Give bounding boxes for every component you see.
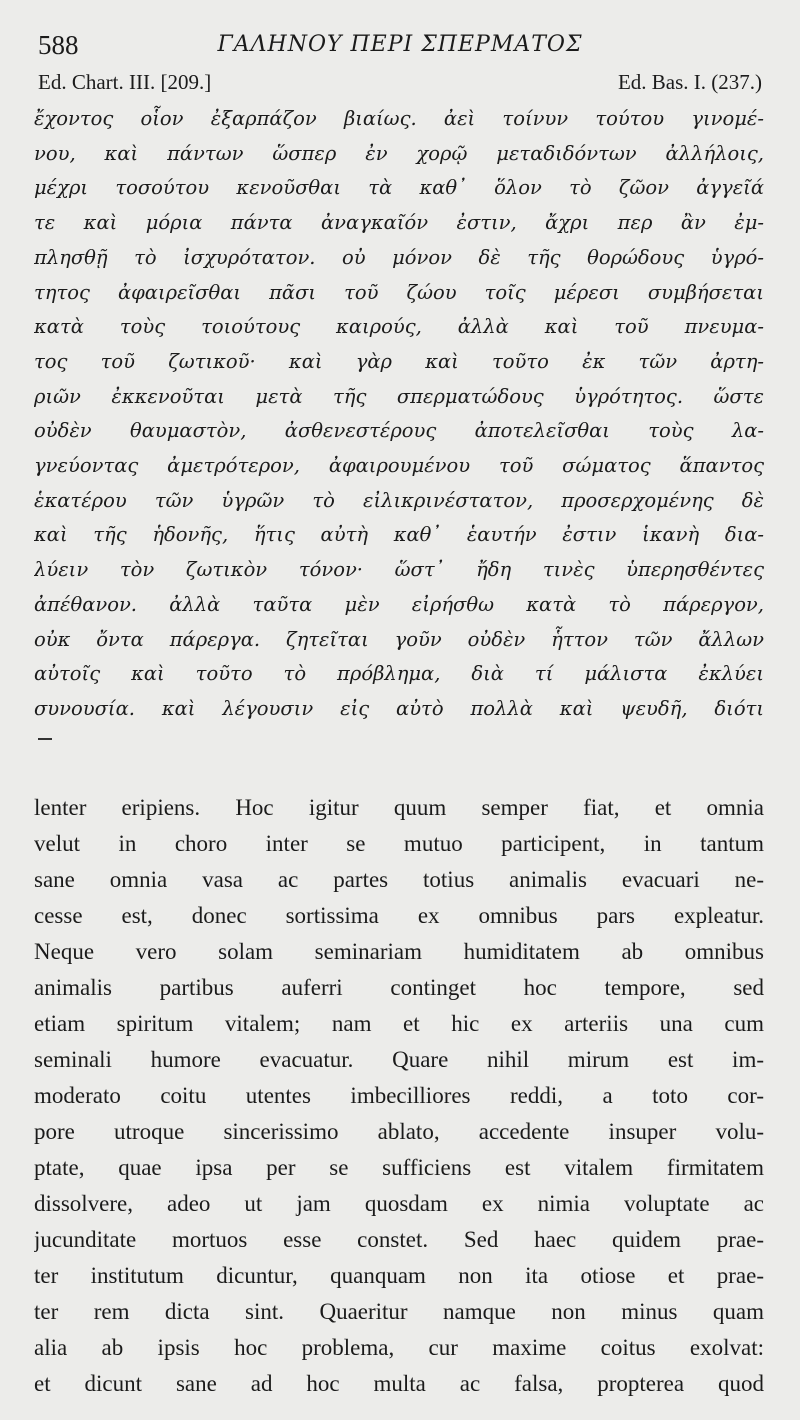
running-head — [38, 22, 762, 64]
latin-text-line: animalis partibus auferri continget hoc tempore, sed — [34, 975, 764, 1000]
greek-text-line: νου, καὶ πάντων ὥσπερ ἐν χορῷ μεταδιδόντων ἀλλήλοις, — [34, 141, 764, 165]
greek-text-line: ἔχοντος οἷον ἐξαρπάζον βιαίως. ἀεὶ τοίνυν τούτου γινομέ- — [34, 107, 764, 130]
latin-text-line: cesse est, donec sortissima ex omnibus pars expleatur. — [34, 903, 764, 928]
latin-text-line: ter rem dicta sint. Quaeritur namque non minus quam — [34, 1299, 764, 1324]
latin-text-line: velut in choro inter se mutuo participent, in tantum — [34, 831, 764, 856]
latin-text-line: dissolvere, adeo ut jam quosdam ex nimia voluptate ac — [34, 1191, 764, 1216]
latin-text-line: ter institutum dicuntur, quanquam non ita otiose et prae- — [34, 1263, 764, 1288]
greek-text-line: ἀπέθανον. ἀλλὰ ταῦτα μὲν εἰρήσθω κατὰ τὸ πάρεργον, — [34, 592, 764, 616]
latin-text-block — [34, 790, 764, 1402]
greek-text-line: γνεύοντας ἀμετρότερον, ἀφαιρουμένου τοῦ σώματος ἅπαντος — [34, 454, 764, 478]
greek-text-line: κατὰ τοὺς τοιούτους καιρούς, ἀλλὰ καὶ τοῦ πνευμα- — [34, 315, 764, 339]
greek-text-line: ριῶν ἐκκενοῦται μετὰ τῆς σπερματώδους ὑγρότητος. ὥστε — [34, 384, 764, 408]
greek-text-line: μέχρι τοσούτου κενοῦσθαι τὰ καθ᾽ ὅλον τὸ ζῶον ἀγγεῖά — [34, 176, 764, 200]
latin-text-line: etiam spiritum vitalem; nam et hic ex arteriis una cum — [34, 1011, 764, 1036]
greek-text-line: καὶ τῆς ἡδονῆς, ἥτις αὐτὴ καθ᾽ ἑαυτήν ἐστιν ἱκανὴ δια- — [34, 523, 764, 547]
latin-text-line: jucunditate mortuos esse constet. Sed haec quidem prae- — [34, 1227, 764, 1252]
latin-text-line: Neque vero solam seminariam humiditatem ab omnibus — [34, 939, 764, 964]
greek-text-line: τος τοῦ ζωτικοῦ· καὶ γὰρ καὶ τοῦτο ἐκ τῶν ἀρτη- — [34, 349, 764, 373]
latin-text-line: ptate, quae ipsa per se sufficiens est vitalem firmitatem — [34, 1155, 764, 1180]
greek-text-line: αὐτοῖς καὶ τοῦτο τὸ πρόβλημα, διὰ τί μάλιστα ἐκλύει — [34, 662, 764, 686]
greek-text-line: οὐκ ὄντα πάρεργα. ζητεῖται γοῦν οὐδὲν ἧττον τῶν ἄλλων — [34, 627, 764, 651]
greek-text-line: συνουσία. καὶ λέγουσιν εἰς αὐτὸ πολλὰ καὶ ψευδῆ, διότι — [34, 696, 764, 720]
latin-text-line: lenter eripiens. Hoc igitur quum semper fiat, et omnia — [34, 795, 764, 820]
greek-text-line: λύειν τὸν ζωτικὸν τόνον· ὥστ᾽ ἤδη τινὲς ὑπερησθέντες — [34, 558, 764, 582]
greek-text-line: πλησθῇ τὸ ἰσχυρότατον. οὐ μόνον δὲ τῆς θορώδους ὑγρό- — [34, 245, 764, 269]
latin-text-line: et dicunt sane ad hoc multa ac falsa, propterea quod — [34, 1371, 764, 1396]
edition-reference-line — [38, 70, 762, 104]
greek-text-line: ἑκατέρου τῶν ὑγρῶν τὸ εἰλικρινέστατον, προσερχομένης δὲ — [34, 488, 764, 512]
latin-text-line: pore utroque sincerissimo ablato, accedente insuper volu- — [34, 1119, 764, 1144]
edition-reference-chartier: Ed. Chart. III. [209.] — [38, 70, 212, 94]
greek-text-line: οὐδὲν θαυμαστὸν, ἀσθενεστέρους ἀποτελεῖσθαι τοὺς λα- — [34, 419, 764, 443]
edition-reference-basel: Ed. Bas. I. (237.) — [617, 70, 762, 94]
section-divider — [38, 738, 52, 740]
latin-text-line: alia ab ipsis hoc problema, cur maxime coitus exolvat: — [34, 1335, 764, 1360]
latin-text-line: sane omnia vasa ac partes totius animalis evacuari ne- — [34, 867, 764, 892]
latin-text-line: moderato coitu utentes imbecilliores reddi, a toto cor- — [34, 1083, 764, 1108]
latin-text-line: seminali humore evacuatur. Quare nihil mirum est im- — [34, 1047, 764, 1072]
greek-text-line: τητος ἀφαιρεῖσθαι πᾶσι τοῦ ζώου τοῖς μέρεσι συμβήσεται — [34, 280, 764, 304]
greek-text-line: τε καὶ μόρια πάντα ἀναγκαῖόν ἐστιν, ἄχρι περ ἂν ἐμ- — [34, 211, 764, 235]
greek-text-block — [34, 102, 764, 727]
page-number: 588 — [38, 30, 79, 60]
running-title: ΓΑΛΗΝΟΥ ΠΕΡΙ ΣΠΕΡΜΑΤΟΣ — [217, 32, 583, 57]
